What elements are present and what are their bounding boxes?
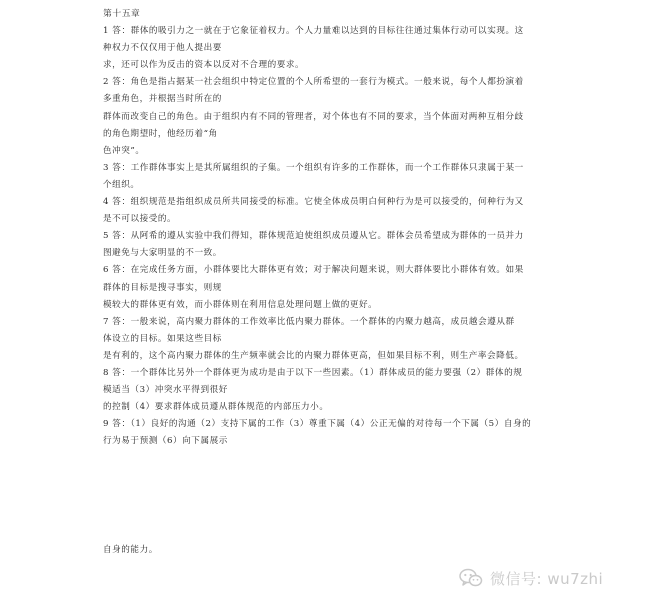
text-line: 8 答：一个群体比另外一个群体更为成功是由于以下一些因素。（1）群体成员的能力要强（2）群体的规 xyxy=(103,367,523,378)
text-line: 群体的目标是搜寻事实，则规 xyxy=(103,282,222,293)
text-line: 图避免与大家明显的不一致。 xyxy=(103,248,222,259)
wechat-icon xyxy=(459,568,483,588)
text-line: 是不可以接受的。 xyxy=(103,214,177,225)
text-line: 2 答：角色是指占据某一社会组织中特定位置的个人所希望的一套行为模式。一般来说，每个人都扮演着 xyxy=(103,77,524,88)
text-line: 的控制（4）要求群体成员遵从群体规范的内部压力小。 xyxy=(103,402,329,413)
text-line: 行为易于预测（6）向下属展示 xyxy=(103,436,228,447)
text-line: 7 答：一般来说，高内聚力群体的工作效率比低内聚力群体。一个群体的内聚力越高，成员越会遵从群 xyxy=(103,316,515,327)
document-body xyxy=(103,6,558,450)
text-line: 6 答：在完成任务方面，小群体要比大群体更有效；对于解决问题来说，则大群体要比小群体有效。如果 xyxy=(103,265,524,276)
text-line: 5 答：从阿希的遵从实验中我们得知，群体规范迫使组织成员遵从它。群体会员希望成为群体的一员并力 xyxy=(103,231,524,242)
text-line: 4 答：组织规范是指组织成员所共同接受的标准。它使全体成员明白何种行为是可以接受的，何种行为又 xyxy=(103,197,524,208)
chapter-heading: 第十五章 xyxy=(103,9,141,19)
text-line: 3 答：工作群体事实上是其所属组织的子集。一个组织有许多的工作群体，而一个工作群体只隶属于某一 xyxy=(103,162,524,173)
text-line: 种权力不仅仅用于他人提出要 xyxy=(103,43,222,54)
text-line: 群体而改变自己的角色。由于组织内有不同的管理者，对个体也有不同的要求，当个体面对两种互相分歧 xyxy=(103,111,524,122)
text-line: 体设立的目标。如果这些目标 xyxy=(103,333,222,344)
watermark-text: 微信号: wu7zhi xyxy=(490,569,604,588)
text-line: 的角色期望时，他经历着“角 xyxy=(103,128,218,139)
text-line: 模适当（3）冲突水平得到很好 xyxy=(103,385,228,396)
wechat-watermark xyxy=(459,567,603,589)
text-line: 9 答：（1）良好的沟通（2）支持下属的工作（3）尊重下属（4）公正无偏的对待每一个下属（5）自身的 xyxy=(103,419,532,430)
document-tail-line: 自身的能力。 xyxy=(103,545,158,555)
text-line: 个组织。 xyxy=(103,179,140,190)
text-line: 1 答：群体的吸引力之一就在于它象征着权力。个人力量难以达到的目标往往通过集体行动可以实现。这 xyxy=(103,26,524,37)
text-line: 多重角色，并根据当时所在的 xyxy=(103,94,222,105)
text-line: 是有利的，这个高内聚力群体的生产频率就会比的内聚力群体更高，但如果目标不利，则生产率会降低。 xyxy=(103,350,524,361)
text-line: 模较大的群体更有效，而小群体则在利用信息处理问题上做的更好。 xyxy=(103,299,378,310)
text-line: 色冲突”。 xyxy=(103,145,145,156)
text-line: 求，还可以作为反击的资本以反对不合理的要求。 xyxy=(103,60,305,71)
